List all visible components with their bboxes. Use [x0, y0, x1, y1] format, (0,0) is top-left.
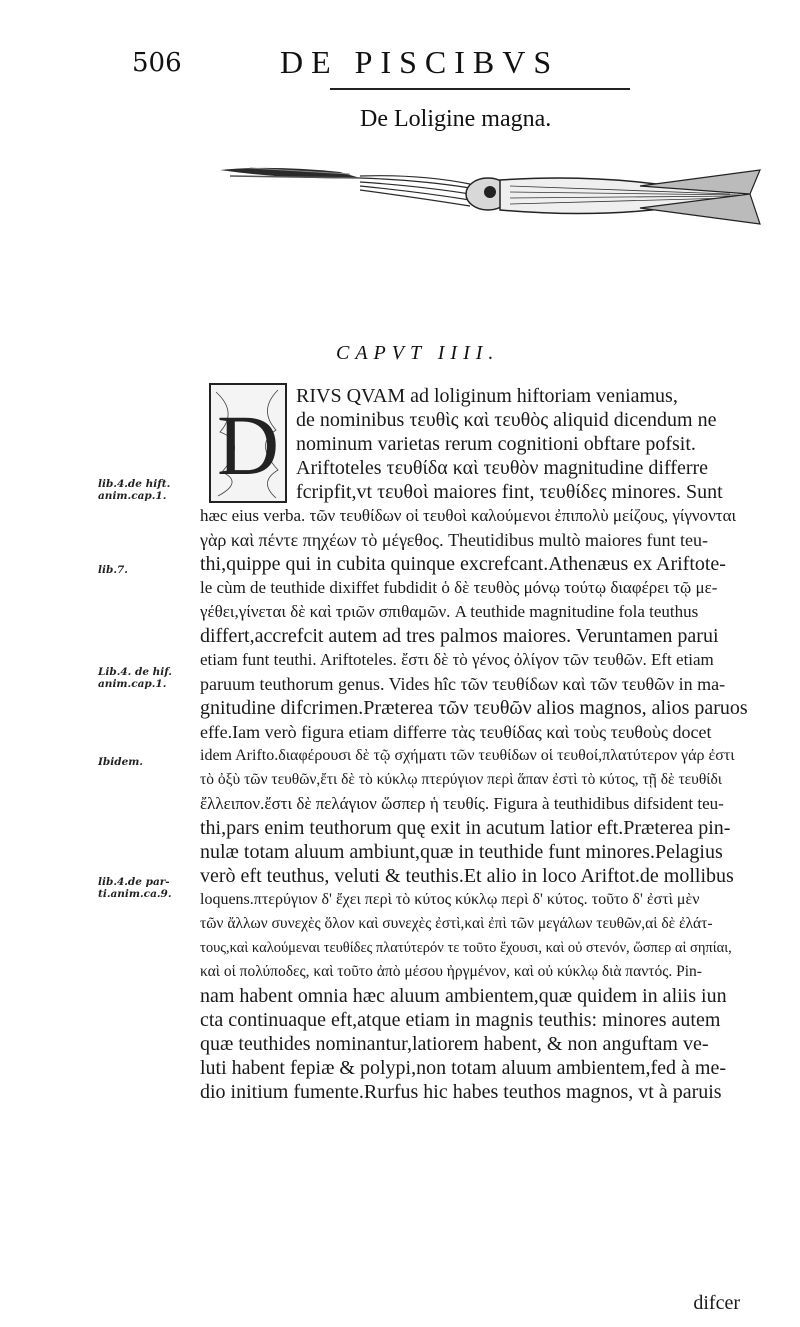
- body-line: effe.Iam verò figura etiam differre τὰς τευθίδας καὶ τοὺς τευθοὺς docet: [200, 722, 712, 742]
- body-line: verò eft teuthus, veluti & teuthis.Et alio in loco Ariftot.de mollibus: [200, 865, 734, 887]
- body-line: dio initium fumente.Rurfus hic habes teuthos magnos, vt à paruis: [200, 1081, 722, 1103]
- margin-note: [98, 564, 128, 576]
- body-line: etiam funt teuthi. Ariftoteles. ἔστι δὲ τὸ γένος ὀλίγον τῶν τευθῶν. Eft etiam: [200, 650, 714, 669]
- body-line: luti habent fepiæ & polypi,non totam aluum ambientem,fed à me-: [200, 1057, 726, 1079]
- margin-note-line: Lib.4. de hif.: [98, 666, 173, 678]
- margin-note-line: anim.cap.1.: [98, 678, 167, 690]
- body-line: RIVS QVAM ad loliginum hiftoriam veniamus,: [296, 385, 678, 407]
- body-line: hæc eius verba. τῶν τευθίδων οἱ τευθοὶ καλούμενοι ἐπιπολὺ μείζους, γίγνονται: [200, 506, 737, 525]
- body-line: nominum varietas rerum cognitioni obftare pofsit.: [296, 433, 696, 455]
- margin-note-line: ti.anim.ca.9.: [98, 888, 172, 900]
- body-line: le cùm de teuthide dixiffet fubdidit ὁ δὲ τευθὸς μόνῳ τούτῳ διαφέρει τῷ με-: [200, 578, 718, 597]
- margin-note-line: lib.7.: [98, 564, 128, 576]
- body-line: quæ teuthides nominantur,latiorem habent, & non anguftam ve-: [200, 1033, 709, 1055]
- body-line: paruum teuthorum genus. Vides hîc τῶν τευθίδων καὶ τῶν τευθῶν in ma-: [200, 674, 726, 694]
- margin-note: [98, 756, 143, 768]
- body-line: nam habent omnia hæc aluum ambientem,quæ quidem in aliis iun: [200, 985, 727, 1007]
- running-head: DE PISCIBVS: [280, 44, 560, 80]
- body-line: τους,καὶ καλούμεναι τευθίδες πλατύτερόν τε τοῦτο ἔχουσι, καὶ οὐ στενόν, ὥσπερ αἱ σηπίαι,: [200, 940, 732, 956]
- margin-note: [98, 478, 170, 502]
- body-line: τῶν ἄλλων συνεχὲς ὅλον καὶ συνεχὲς ἐστὶ,καὶ ἐπὶ τῶν μεγάλων τευθῶν,αἱ δὲ ἐλάτ-: [200, 915, 713, 932]
- body-line: gnitudine difcrimen.Præterea τῶν τευθῶν alios magnos, alios paruos: [200, 697, 748, 719]
- body-line: τὸ ὀξὺ τῶν τευθῶν,ἔτι δὲ τὸ κύκλῳ πτερύγιον περὶ ἅπαν ἐστὶ τὸ κύτος, τῇ δὲ τευθίδι: [200, 771, 722, 788]
- decorated-initial-letter: [208, 382, 288, 504]
- body-line: γέθει,γίνεται δὲ καὶ τριῶν σπιθαμῶν. A teuthide magnitudine fola teuthus: [200, 602, 699, 621]
- body-line: fcripfit,vt τευθοὶ maiores fint, τευθίδες minores. Sunt: [296, 481, 723, 503]
- svg-text:D: D: [216, 397, 280, 493]
- body-line: loquens.πτερύγιον δ' ἔχει περὶ τὸ κύτος κύκλῳ περὶ δ' κύτος. τοῦτο δ' ἐστὶ μὲν: [200, 891, 700, 908]
- body-line: thi,quippe qui in cubita quinque excrefcant.Athenæus ex Ariftote-: [200, 553, 726, 575]
- body-line: ἔλλειπον.ἔστι δὲ πελάγιον ὥσπερ ἡ τευθίς. Figura à teuthidibus difsident teu-: [200, 794, 724, 813]
- margin-note-line: anim.cap.1.: [98, 490, 167, 502]
- body-line: γὰρ καὶ πέντε πηχέων τὸ μέγεθος. Theutidibus multò maiores funt teu-: [200, 530, 709, 550]
- header-rule: [330, 88, 630, 90]
- body-line: cta continuaque eft,atque etiam in magnis teuthis: minores autem: [200, 1009, 721, 1031]
- body-line: differt,accrefcit autem ad tres palmos maiores. Veruntamen parui: [200, 625, 719, 647]
- body-line: καὶ οἱ πολύποδες, καὶ τοῦτο ἀπὸ μέσου ἠργμένον, καὶ οὐ κύκλῳ διὰ παντός. Pin-: [200, 963, 702, 980]
- body-line: nulæ totam aluum ambiunt,quæ in teuthide funt minores.Pelagius: [200, 841, 723, 863]
- margin-note: [98, 666, 172, 690]
- squid-woodcut-illustration: [210, 150, 770, 300]
- margin-note-line: Ibidem.: [98, 756, 144, 768]
- chapter-heading: CAPVT IIII.: [336, 342, 500, 364]
- body-line: thi,pars enim teuthorum quę exit in acutum latior eft.Præterea pin-: [200, 817, 731, 839]
- margin-note-line: lib.4.de hift.: [98, 478, 171, 490]
- margin-note-line: lib.4.de par-: [98, 876, 170, 888]
- page-number: 506: [132, 48, 182, 78]
- catchword: difcer: [693, 1292, 740, 1314]
- margin-note: [98, 876, 172, 900]
- body-line: Ariftoteles τευθίδα καὶ τευθὸν magnitudine differre: [296, 457, 709, 479]
- body-line: de nominibus τευθὶς καὶ τευθὸς aliquid dicendum ne: [296, 409, 717, 431]
- body-line: idem Ariftο.διαφέρουσι δὲ τῷ σχήματι τῶν τευθίδων οἱ τευθοί,πλατύτερον γάρ ἐστι: [200, 747, 735, 764]
- section-title: De Loligine magna.: [360, 106, 552, 132]
